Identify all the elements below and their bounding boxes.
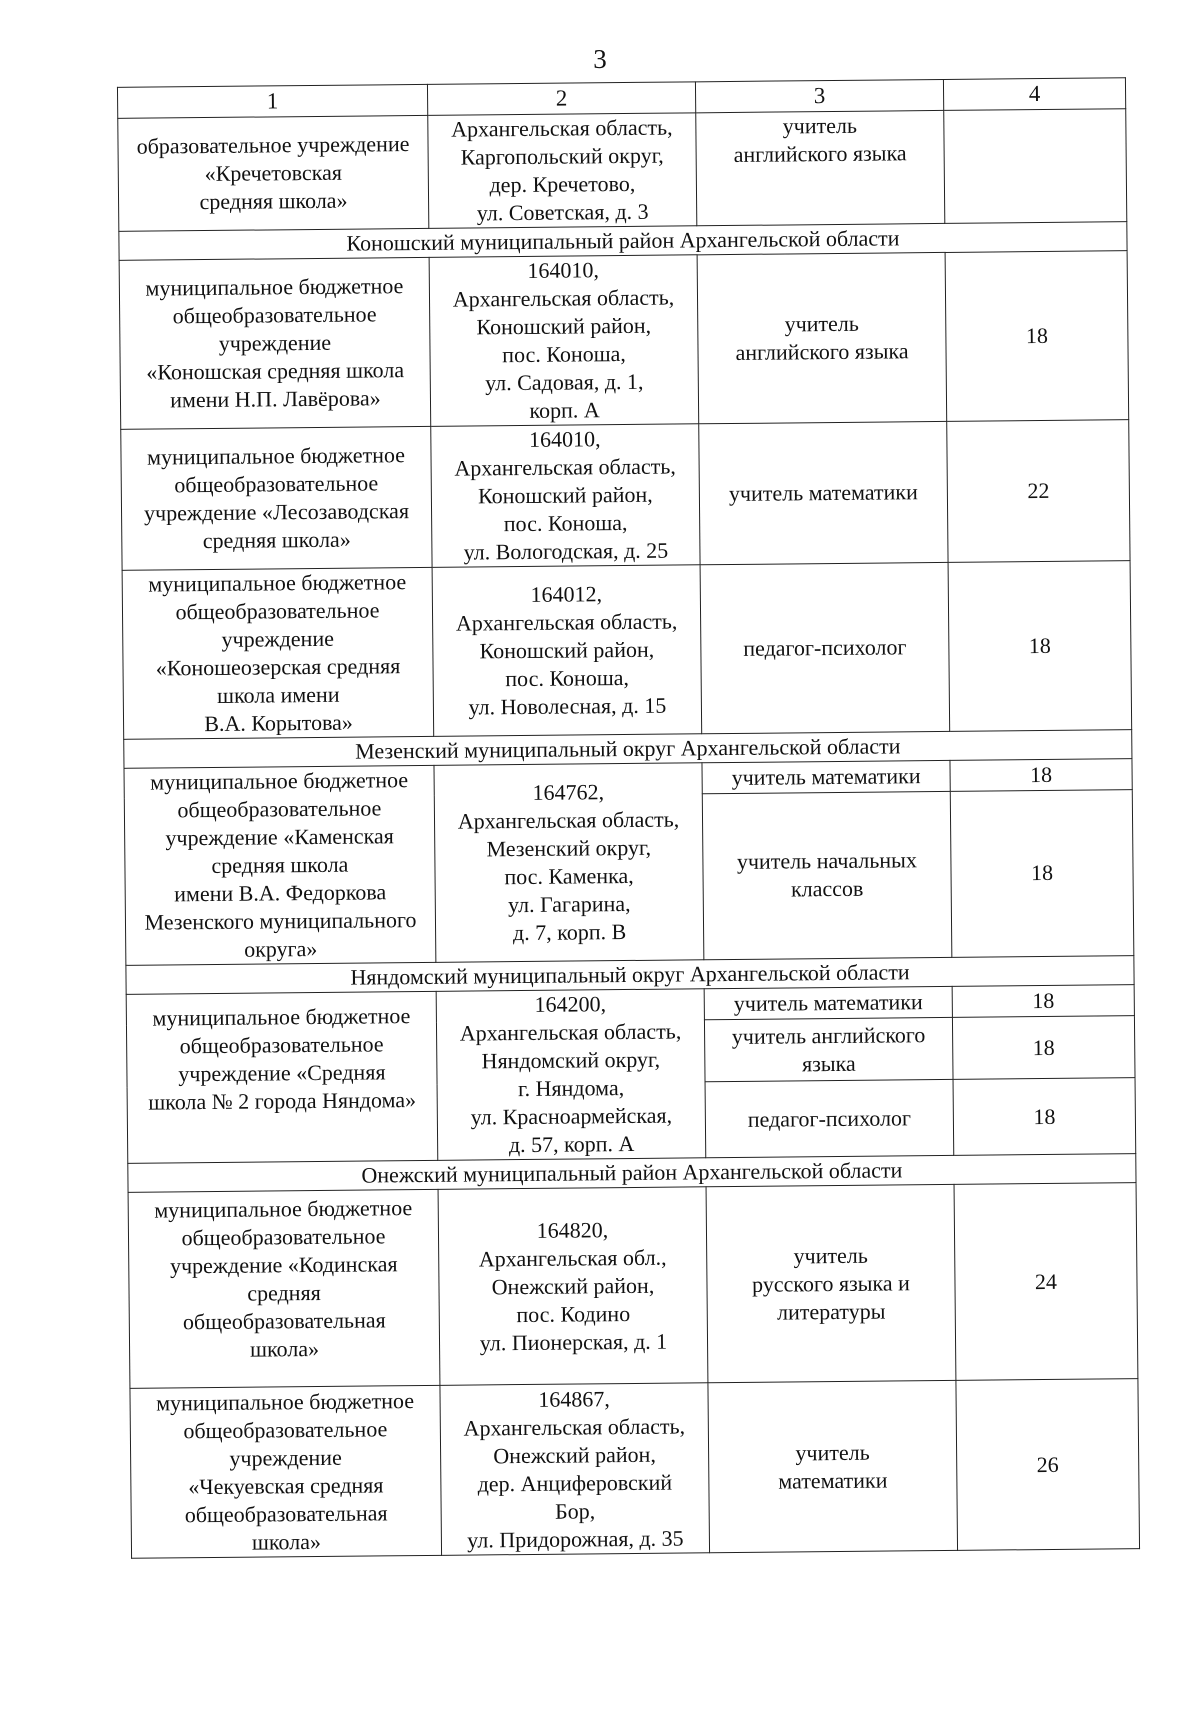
table-row [119, 251, 1129, 430]
position-cell: учитель математики [699, 421, 948, 564]
section-title: Онежский муниципальный район Архангельской области [128, 1154, 1136, 1193]
position-cell: учитель математики [708, 1380, 958, 1552]
column-header: 3 [695, 79, 943, 112]
address-cell: 164010, Архангельская область, Коношский район, пос. Коноша, ул. Вологодская, д. 25 [431, 424, 700, 568]
position-cell: учитель английского языка [704, 1018, 953, 1082]
count-cell: 18 [945, 251, 1129, 422]
address-cell: 164867, Архангельская область, Онежский район, дер. Анциферовский Бор, ул. Придорожная, д. 35 [440, 1383, 710, 1556]
organization-cell: муниципальное бюджетное общеобразовательное учреждение «Коношеозерская средняя школа имени В.А. Корытова» [122, 567, 434, 739]
count-cell [944, 109, 1127, 224]
position-cell: учитель математики [702, 760, 950, 793]
table-row [118, 109, 1127, 232]
column-header: 4 [943, 78, 1125, 111]
position-cell: педагог-психолог [700, 562, 950, 733]
table-row [130, 1379, 1140, 1559]
position-cell: учитель начальных классов [702, 791, 952, 960]
organization-cell: муниципальное бюджетное общеобразовательное учреждение «Каменская средняя школа имени В.А. Федоркова Мезенского муниципального округа» [124, 765, 436, 965]
organization-cell: муниципальное бюджетное общеобразовательное учреждение «Средняя школа № 2 города Няндома» [126, 991, 438, 1163]
count-cell: 18 [948, 561, 1132, 732]
count-cell: 26 [956, 1379, 1140, 1551]
count-cell: 18 [950, 759, 1132, 791]
position-cell: педагог-психолог [705, 1080, 954, 1158]
position-cell: учитель английского языка [697, 252, 947, 423]
table-row [122, 561, 1132, 740]
address-cell: Архангельская область, Каргопольский округ, дер. Кречетово, ул. Советская, д. 3 [428, 113, 697, 229]
section-title: Няндомский муниципальный округ Архангельской области [126, 956, 1134, 995]
count-cell: 18 [953, 1078, 1136, 1156]
table-row [128, 1183, 1138, 1389]
organization-cell: муниципальное бюджетное общеобразовательное учреждение «Лесозаводская средняя школа» [121, 426, 432, 570]
table-row [121, 420, 1130, 571]
vacancy-table [117, 77, 1140, 1559]
count-cell: 18 [950, 789, 1134, 957]
address-cell: 164820, Архангельская обл., Онежский район, пос. Кодино ул. Пионерская, д. 1 [438, 1187, 708, 1386]
position-cell: учитель математики [704, 986, 952, 1020]
address-cell: 164010, Архангельская область, Коношский район, пос. Коноша, ул. Садовая, д. 1, корп. А [429, 255, 699, 427]
organization-cell: муниципальное бюджетное общеобразовательное учреждение «Кодинская средняя общеобразовательная школа» [128, 1189, 440, 1388]
position-cell: учитель английского языка [696, 110, 945, 225]
count-cell: 24 [954, 1183, 1138, 1381]
organization-cell: муниципальное бюджетное общеобразовательное учреждение «Чекуевская средняя общеобразовательная школа» [130, 1385, 442, 1558]
column-header: 2 [427, 82, 695, 116]
count-cell: 18 [952, 1016, 1135, 1079]
organization-cell: муниципальное бюджетное общеобразовательное учреждение «Коношская средняя школа имени Н.П. Лавёрова» [119, 257, 431, 429]
section-title: Мезенский муниципальный округ Архангельской области [124, 730, 1132, 769]
organization-cell: образовательное учреждение «Кречетовская средняя школа» [118, 115, 429, 231]
column-header: 1 [117, 84, 427, 118]
address-cell: 164762, Архангельская область, Мезенский округ, пос. Каменка, ул. Гагарина, д. 7, корп. В [434, 763, 704, 963]
count-cell: 18 [952, 985, 1134, 1018]
section-title: Коношский муниципальный район Архангельской области [119, 222, 1127, 261]
count-cell: 22 [947, 420, 1130, 563]
position-cell: учитель русского языка и литературы [706, 1184, 956, 1382]
address-cell: 164012, Архангельская область, Коношский район, пос. Коноша, ул. Новолесная, д. 15 [432, 565, 702, 737]
address-cell: 164200, Архангельская область, Няндомский округ, г. Няндома, ул. Красноармейская, д. 57, корп. А [436, 989, 706, 1161]
page-number: 3 [593, 44, 607, 74]
